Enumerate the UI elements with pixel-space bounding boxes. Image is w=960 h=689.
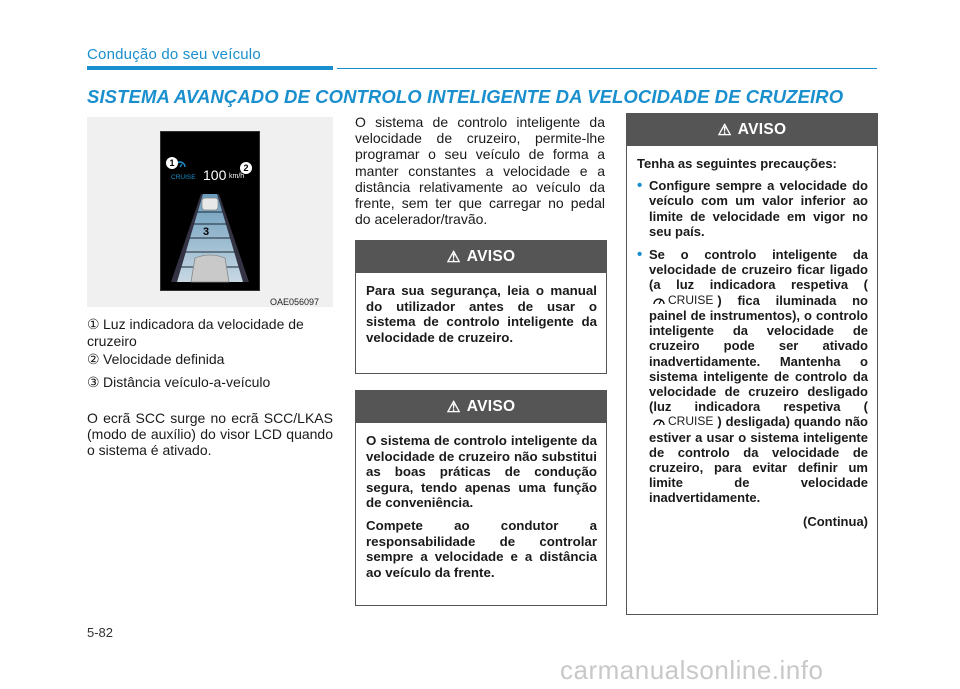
legend-num: ① xyxy=(87,316,100,332)
legend-num: ③ xyxy=(87,374,100,390)
legend-item-1 xyxy=(87,316,333,349)
callout-marker-3: 3 xyxy=(203,226,210,238)
warning-triangle-icon: ⚠ xyxy=(446,248,461,266)
callout-marker-1: 1 xyxy=(166,157,178,169)
warning-text: Compete ao condutor a responsabilidade de controlar sempre a velocidade e a distância ao veículo da frente. xyxy=(366,517,597,580)
legend-text: Velocidade definida xyxy=(103,351,225,367)
cruise-indicator-inline xyxy=(649,414,717,429)
instrument-cluster-illustration xyxy=(160,131,260,291)
warning-text: O sistema de controlo inteligente da velocidade de cruzeiro não substitui as boas práticas de condução segura, tendo apenas uma função de conveniência. xyxy=(366,433,597,511)
legend-text: Distância veículo-a-veículo xyxy=(103,374,271,390)
warning-body xyxy=(356,423,606,595)
warning-box-1 xyxy=(355,240,607,374)
cluster-graphic xyxy=(161,132,259,290)
warning-intro: Tenha as seguintes precauções: xyxy=(637,156,837,171)
warning-header xyxy=(356,391,606,423)
cruise-label: CRUISE xyxy=(668,292,714,307)
legend-text: Luz indicadora da velocidade de cruzeiro xyxy=(87,316,304,349)
header-rule-thick xyxy=(87,66,333,70)
cruise-indicator-inline xyxy=(649,293,717,308)
bullet-text: ) desligada) quando não estiver a usar o sistema inteligente de controlo da velocidade de cruzeiro, para evitar definir um limite de velocidade inadvertidamente. xyxy=(649,414,868,506)
warning-box-3 xyxy=(626,113,878,615)
set-speed-unit: km/h xyxy=(229,173,245,180)
callout-marker-2: 2 xyxy=(240,162,252,174)
legend-num: ② xyxy=(87,351,100,367)
legend-item-3 xyxy=(87,374,333,391)
lead-car-icon xyxy=(202,198,218,210)
warning-body xyxy=(356,273,606,360)
watermark: carmanualsonline.info xyxy=(560,655,824,685)
legend-item-2 xyxy=(87,351,333,368)
warning-header xyxy=(627,114,877,146)
warning-bullet-1: • Configure sempre a velocidade do veículo com um valor inferior ao limite de velocidade em vigor no seu país. xyxy=(637,178,868,239)
section-title: Condução do seu veículo xyxy=(87,46,261,63)
cruise-gauge-icon xyxy=(653,417,665,426)
cruise-gauge-icon xyxy=(653,296,665,305)
warning-heading: AVISO xyxy=(737,121,787,138)
cruise-label: CRUISE xyxy=(171,174,196,181)
cruise-label: CRUISE xyxy=(668,414,714,429)
warning-header xyxy=(356,241,606,273)
warning-heading: AVISO xyxy=(466,398,516,415)
bullet-text: ) fica iluminada no painel de instrumentos), o controlo inteligente da velocidade de cruzeiro pode ser ativado inadvertidamente. Mantenha o sistema inteligente de controlo da velocidade de cruzeiro desligado (luz indicadora respetiva ( xyxy=(649,292,868,415)
set-speed-value: 100 xyxy=(203,167,227,183)
figure-code: OAE056097 xyxy=(270,297,320,307)
warning-box-2 xyxy=(355,390,607,606)
bullet-text: Se o controlo inteligente da velocidade de cruzeiro ficar ligado (a luz indicadora respetiva ( xyxy=(649,247,868,293)
warning-body xyxy=(627,146,877,537)
warning-text: Para sua segurança, leia o manual do utilizador antes de usar o sistema de controlo inteligente da velocidade de cruzeiro. xyxy=(366,283,597,345)
middle-paragraph: O sistema de controlo inteligente da velocidade de cruzeiro, permite-lhe programar o seu veículo de forma a manter constantes a velocidade e a distância relativamente ao veículo da frente, sem ter que carregar no pedal do acelerador/travão. xyxy=(355,114,605,228)
left-paragraph: O ecrã SCC surge no ecrã SCC/LKAS (modo de auxílio) do visor LCD quando o sistema é ativado. xyxy=(87,410,333,459)
warning-heading: AVISO xyxy=(466,248,516,265)
warning-triangle-icon: ⚠ xyxy=(717,121,732,139)
warning-bullet-2 xyxy=(637,247,868,506)
page-title: SISTEMA AVANÇADO DE CONTROLO INTELIGENTE DA VELOCIDADE DE CRUZEIRO xyxy=(87,86,844,107)
own-car-icon xyxy=(191,255,229,282)
header-rule-thin xyxy=(337,68,877,69)
warning-triangle-icon: ⚠ xyxy=(446,398,461,416)
page-number: 5-82 xyxy=(87,625,114,640)
continued-note: (Continua) xyxy=(803,513,868,529)
